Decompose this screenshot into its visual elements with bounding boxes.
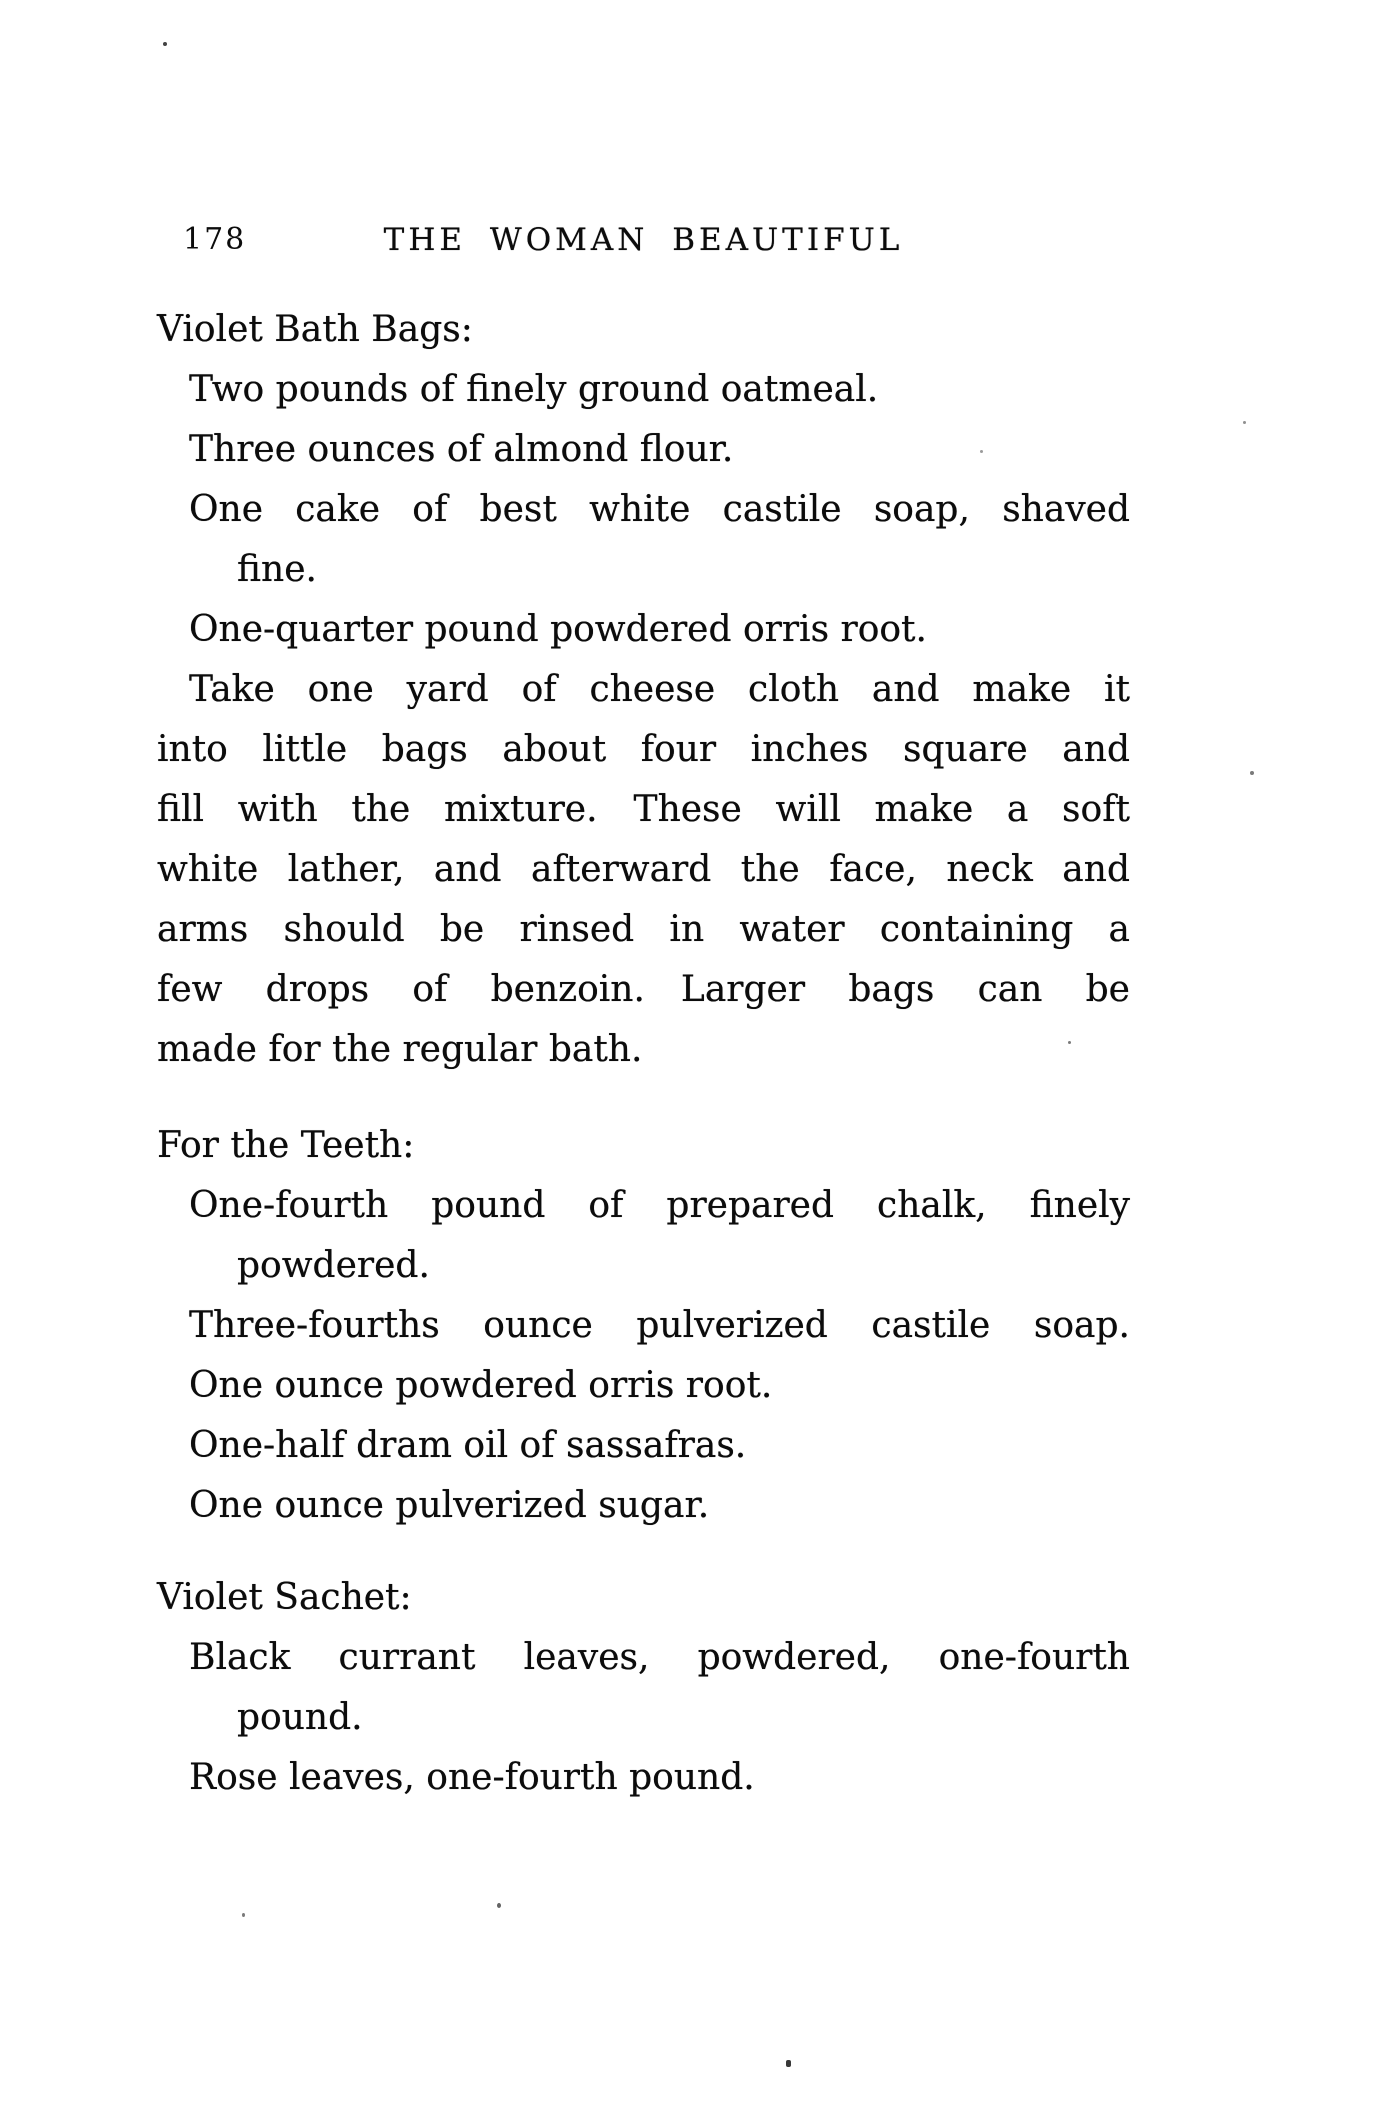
section-violet-sachet bbox=[157, 1568, 1130, 1808]
paragraph-line: Take one yard of cheese cloth and make it bbox=[189, 669, 1130, 710]
recipe-line: Three-fourths ounce pulverized castile soap. bbox=[189, 1305, 1130, 1346]
recipe-line: Two pounds of finely ground oatmeal. bbox=[189, 369, 879, 410]
recipe-line: Black currant leaves, powdered, one-fourth bbox=[189, 1637, 1130, 1678]
recipe-line: One cake of best white castile soap, shaved bbox=[189, 489, 1130, 530]
page-number: 178 bbox=[183, 222, 247, 257]
scan-speckle bbox=[980, 450, 983, 453]
recipe-line: One ounce powdered orris root. bbox=[189, 1365, 773, 1406]
scan-speckle bbox=[1250, 771, 1254, 775]
section-violet-bath-bags bbox=[157, 300, 1130, 1080]
scan-speckle bbox=[1243, 421, 1246, 424]
recipe-line: One-quarter pound powdered orris root. bbox=[189, 609, 927, 650]
section-for-the-teeth bbox=[157, 1116, 1130, 1536]
recipe-line: One-half dram oil of sassafras. bbox=[189, 1425, 747, 1466]
paragraph-line: fill with the mixture. These will make a soft bbox=[157, 789, 1130, 830]
section-heading: For the Teeth: bbox=[157, 1125, 415, 1166]
running-head bbox=[157, 219, 1130, 261]
recipe-line: Rose leaves, one-fourth pound. bbox=[189, 1757, 755, 1798]
page-body bbox=[157, 300, 1130, 1808]
section-heading: Violet Bath Bags: bbox=[157, 309, 473, 350]
recipe-line: Three ounces of almond flour. bbox=[189, 429, 734, 470]
recipe-line-continuation: powdered. bbox=[237, 1245, 430, 1286]
scan-speckle bbox=[497, 1903, 501, 1908]
paragraph-line: white lather, and afterward the face, neck and bbox=[157, 849, 1130, 890]
recipe-line-continuation: fine. bbox=[237, 549, 317, 590]
recipe-line-continuation: pound. bbox=[237, 1697, 363, 1738]
paragraph-line: into little bags about four inches square and bbox=[157, 729, 1130, 770]
scan-speckle bbox=[1068, 1041, 1071, 1044]
running-title: THE WOMAN BEAUTIFUL bbox=[383, 222, 904, 258]
recipe-line: One-fourth pound of prepared chalk, finely bbox=[189, 1185, 1130, 1226]
scan-speckle bbox=[163, 42, 167, 46]
scan-speckle bbox=[242, 1913, 245, 1917]
recipe-line: One ounce pulverized sugar. bbox=[189, 1485, 710, 1526]
section-heading: Violet Sachet: bbox=[157, 1577, 412, 1618]
paragraph-line: made for the regular bath. bbox=[157, 1029, 643, 1070]
scan-speckle bbox=[786, 2060, 791, 2067]
paragraph-line: arms should be rinsed in water containing a bbox=[157, 909, 1130, 950]
paragraph-line: few drops of benzoin. Larger bags can be bbox=[157, 969, 1130, 1010]
